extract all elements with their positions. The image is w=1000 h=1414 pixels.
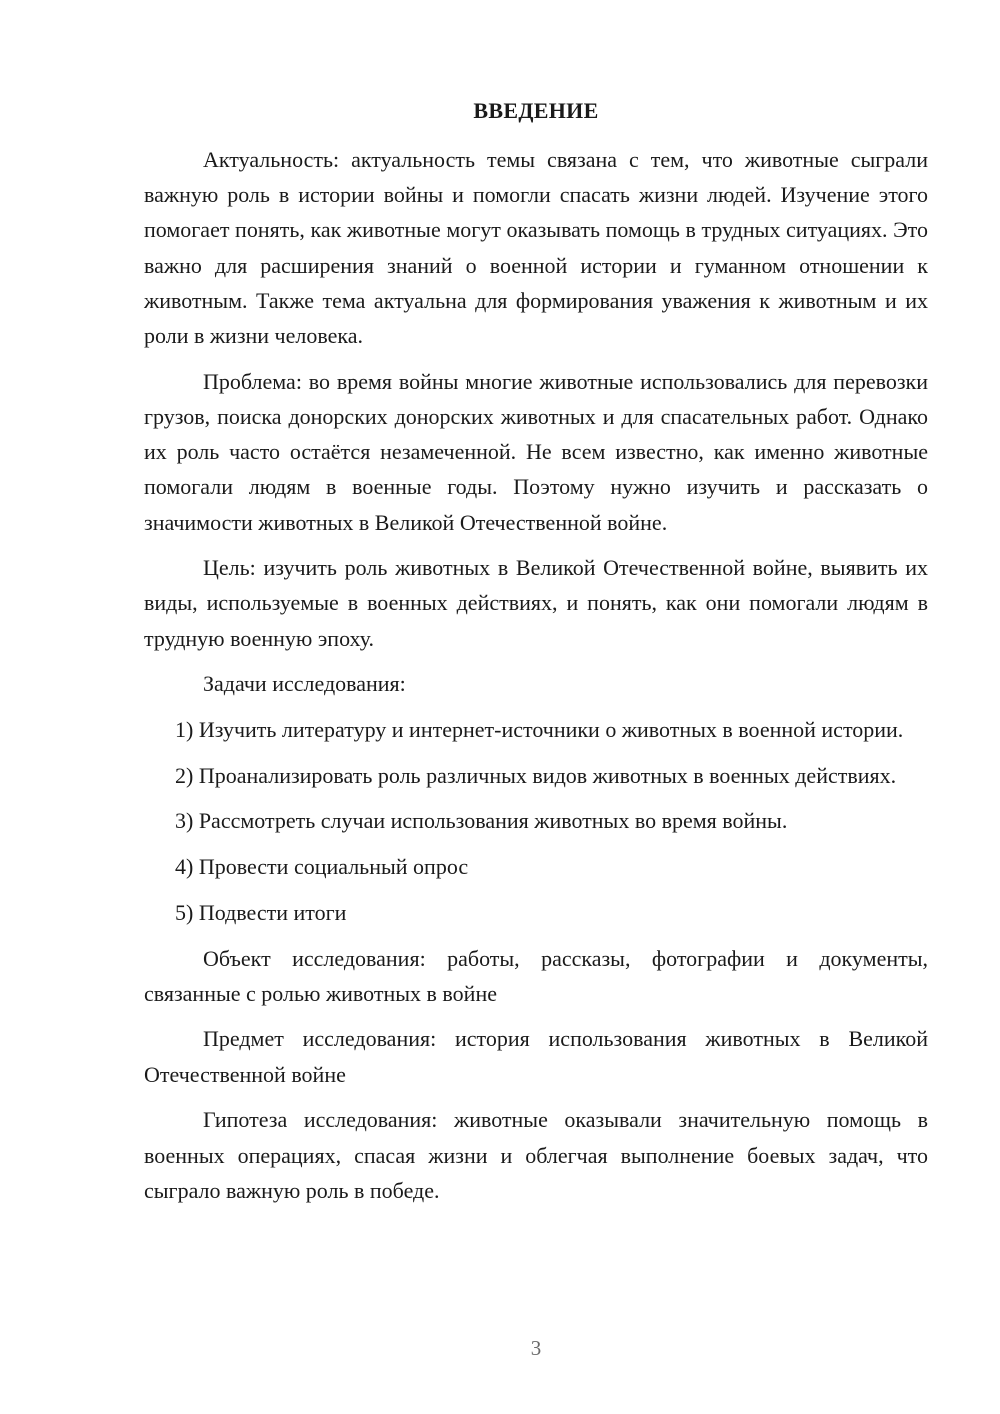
paragraph-tasks-heading: Задачи исследования: [203, 671, 406, 697]
page-number: 3 [530, 1336, 542, 1360]
task-item-5: 5) Подвести итоги [175, 899, 347, 925]
paragraph-goal: Цель: изучить роль животных в Великой Отечественной войне, выявить их виды, используемые в военных действиях, и понять, как они помогали людям в трудную военную эпоху. [144, 555, 928, 651]
document-page [144, 0, 928, 1414]
task-item-2: 2) Проанализировать роль различных видов животных в военных действиях. [175, 762, 897, 788]
task-item-1: 1) Изучить литературу и интернет-источники о животных в военной истории. [175, 717, 904, 743]
paragraph-object: Объект исследования: работы, рассказы, фотографии и документы, связанные с ролью животных в войне [144, 945, 928, 1006]
paragraph-hypothesis: Гипотеза исследования: животные оказывали значительную помощь в военных операциях, спасая жизни и облегчая выполнение боевых задач, что сыграло важную роль в победе. [144, 1107, 928, 1203]
paragraph-relevance: Актуальность: актуальность темы связана с тем, что животные сыграли важную роль в истории войны и помогли спасать жизни людей. Изучение этого помогает понять, как животные могут оказывать помощь в трудных ситуациях. Это важно для расширения знаний о военной истории и гуманном отношении к животным. Также тема актуальна для формирования уважения к животным и их роли в жизни человека. [144, 147, 928, 349]
page-title: ВВЕДЕНИЕ [473, 98, 599, 123]
paragraph-subject: Предмет исследования: история использования животных в Великой Отечественной войне [144, 1026, 928, 1087]
document-body [144, 142, 928, 1218]
paragraph-problem: Проблема: во время войны многие животные использовались для перевозки грузов, поиска донорских донорских животных и для спасательных работ. Однако их роль часто остаётся незамеченной. Не всем известно, как именно животные помогали людям в военные годы. Поэтому нужно изучить и рассказать о значимости животных в Великой Отечественной войне. [144, 368, 928, 535]
task-item-3: 3) Рассмотреть случаи использования животных во время войны. [175, 808, 788, 834]
task-item-4: 4) Провести социальный опрос [175, 854, 469, 880]
